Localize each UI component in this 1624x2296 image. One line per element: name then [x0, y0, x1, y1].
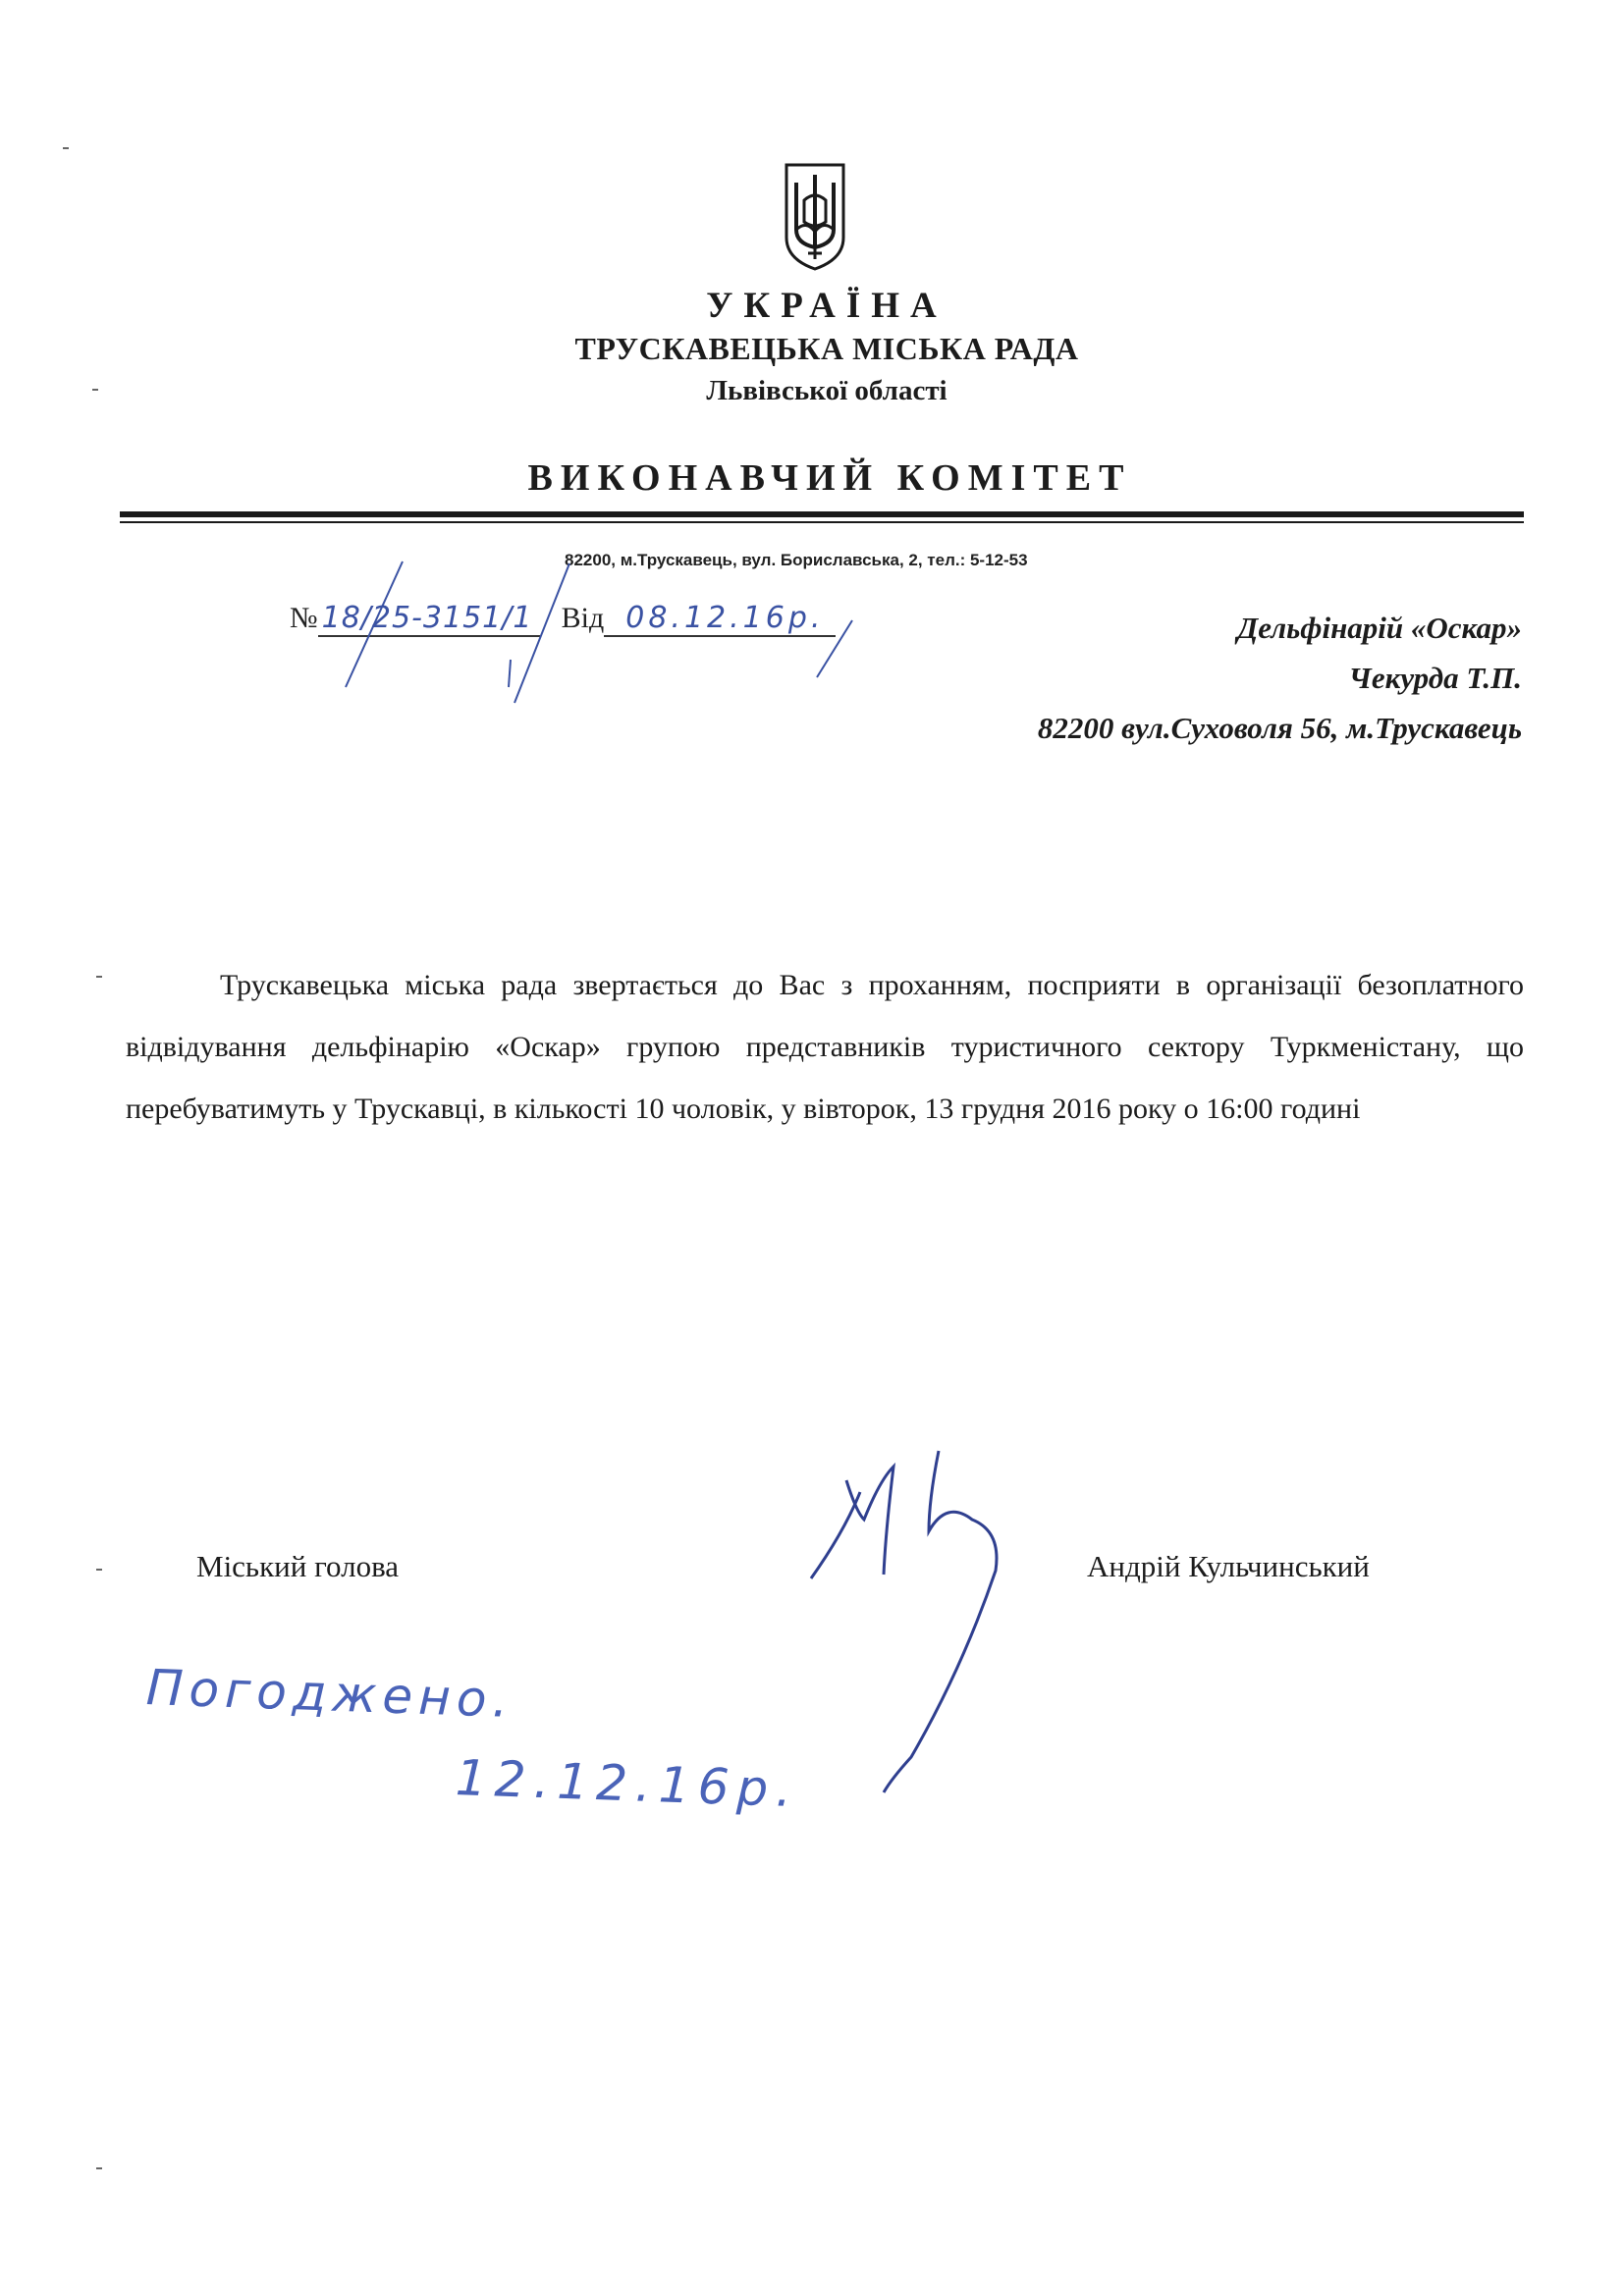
handwritten-approval-date: 12.12.16р. — [454, 1749, 801, 1819]
scan-mark — [96, 976, 102, 978]
letter-body — [126, 954, 1524, 1140]
reference-line — [290, 601, 836, 637]
scan-mark — [92, 389, 98, 391]
recipient-organization: Дельфінарій «Оскар» — [1237, 611, 1522, 645]
header-divider-thin — [120, 521, 1524, 523]
reference-number-value: 18/25-3151/1 — [318, 601, 540, 637]
signatory-name: Андрій Кульчинський — [1087, 1549, 1370, 1583]
header-divider-thick — [120, 511, 1524, 517]
council-address: 82200, м.Трускавець, вул. Бориславська, 2, тел.: 5-12-53 — [565, 551, 1028, 569]
header-country: УКРАЇНА — [706, 286, 947, 326]
scan-mark — [63, 147, 69, 149]
scan-mark — [96, 2167, 102, 2169]
reference-date-label: Від — [561, 602, 605, 634]
signatory-title: Міський голова — [196, 1549, 400, 1583]
handwritten-approval: Погоджено. — [144, 1659, 515, 1730]
coat-of-arms-icon — [783, 161, 847, 273]
recipient-person: Чекурда Т.П. — [1348, 661, 1522, 695]
recipient-address: 82200 вул.Суховоля 56, м.Трускавець — [1037, 711, 1522, 745]
header-council: ТРУСКАВЕЦЬКА МІСЬКА РАДА — [574, 331, 1079, 366]
header-region: Львівської області — [706, 375, 947, 406]
recipient-block — [1038, 603, 1522, 753]
reference-number-label: № — [290, 602, 318, 634]
body-paragraph: Трускавецька міська рада звертається до Вас з проханням, посприяти в організації безоплатного відвідування дельфінарію «Оскар» групою представників туристичного сектору Туркменістану, що перебуватимуть у Трускавці, в кількості 10 чоловік, у вівторок, 13 грудня 2016 року о 16:00 годині — [126, 969, 1524, 1125]
scan-mark — [96, 1569, 102, 1571]
reference-date-value: 08.12.16р. — [604, 601, 836, 637]
header-committee: ВИКОНАВЧИЙ КОМІТЕТ — [527, 457, 1132, 499]
